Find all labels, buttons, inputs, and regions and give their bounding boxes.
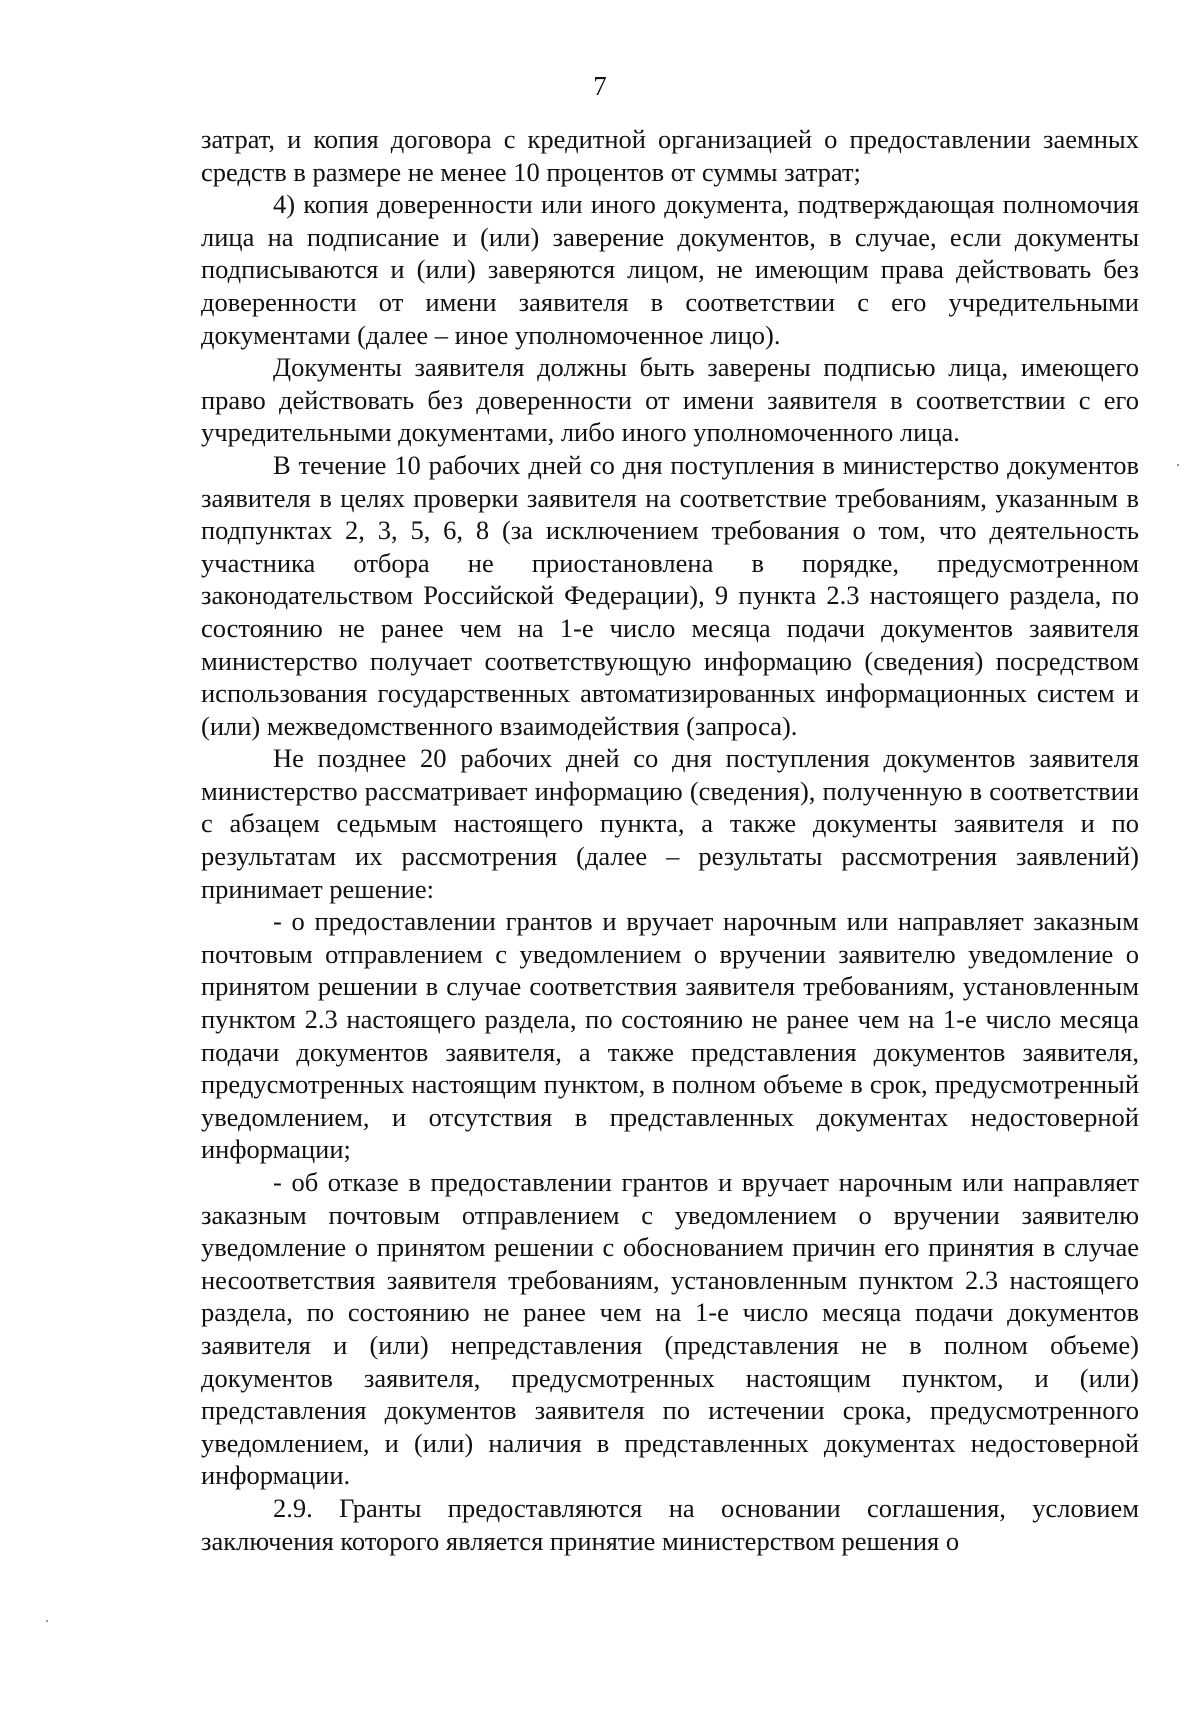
- paragraph-verification-period: В течение 10 рабочих дней со дня поступления в министерство документов заявителя в целях проверки заявителя на соответствие требованиям, указанным в подпунктах 2, 3, 5, 6, 8 (за исключением требования о том, что деятельность участника отбора не приостановлена в порядке, предусмотренном законодательством Российской Федерации), 9 пункта 2.3 настоящего раздела, по состоянию не ранее чем на 1-е число месяца подачи документов заявителя министерство получает соответствующую информацию (сведения) посредством использования государственных автоматизированных информационных систем и (или) межведомственного взаимодействия (запроса).: [201, 449, 1139, 741]
- scan-mark: [1177, 464, 1179, 466]
- paragraph-grant-approval: - о предоставлении грантов и вручает нарочным или направляет заказным почтовым отправлением с уведомлением о вручении заявителю уведомление о принятом решении в случае соответствия заявителя требованиям, установленным пунктом 2.3 настоящего раздела, по состоянию не ранее чем на 1-е число месяца подачи документов заявителя, а также представления документов заявителя, предусмотренных настоящим пунктом, в полном объеме в срок, предусмотренный уведомлением, и отсутствия в представленных документах недостоверной информации;: [201, 906, 1139, 1165]
- paragraph-section-2-9: 2.9. Гранты предоставляются на основании соглашения, условием заключения которого является принятие министерством решения о: [201, 1492, 1139, 1556]
- paragraph-continuation: затрат, и копия договора с кредитной организацией о предоставлении заемных средств в размере не менее 10 процентов от суммы затрат;: [201, 124, 1139, 187]
- paragraph-item-4: 4) копия доверенности или иного документа, подтверждающая полномочия лица на подписание и (или) заверение документов, в случае, если документы подписываются и (или) заверяются лицом, не имеющим права действовать без доверенности от имени заявителя в соответствии с его учредительными документами (далее – иное уполномоченное лицо).: [201, 189, 1139, 350]
- page-number: 7: [593, 71, 607, 101]
- scan-mark: [46, 1620, 48, 1622]
- paragraph-certification: Документы заявителя должны быть заверены подписью лица, имеющего право действовать без доверенности от имени заявителя в соответствии с его учредительными документами, либо иного уполномоченного лица.: [201, 352, 1139, 448]
- document-body: [201, 123, 1139, 1557]
- paragraph-review-period: Не позднее 20 рабочих дней со дня поступления документов заявителя министерство рассматривает информацию (сведения), полученную в соответствии с абзацем седьмым настоящего пункта, а также документы заявителя и по результатам их рассмотрения (далее – результаты рассмотрения заявлений) принимает решение:: [201, 743, 1139, 904]
- paragraph-grant-refusal: - об отказе в предоставлении грантов и вручает нарочным или направляет заказным почтовым отправлением с уведомлением о вручении заявителю уведомление о принятом решении с обоснованием причин его принятия в случае несоответствия заявителя требованиям, установленным пунктом 2.3 настоящего раздела, по состоянию не ранее чем на 1-е число месяца подачи документов заявителя и (или) непредставления (представления не в полном объеме) документов заявителя, предусмотренных настоящим пунктом, и (или) представления документов заявителя по истечении срока, предусмотренного уведомлением, и (или) наличия в представленных документах недостоверной информации.: [201, 1167, 1139, 1491]
